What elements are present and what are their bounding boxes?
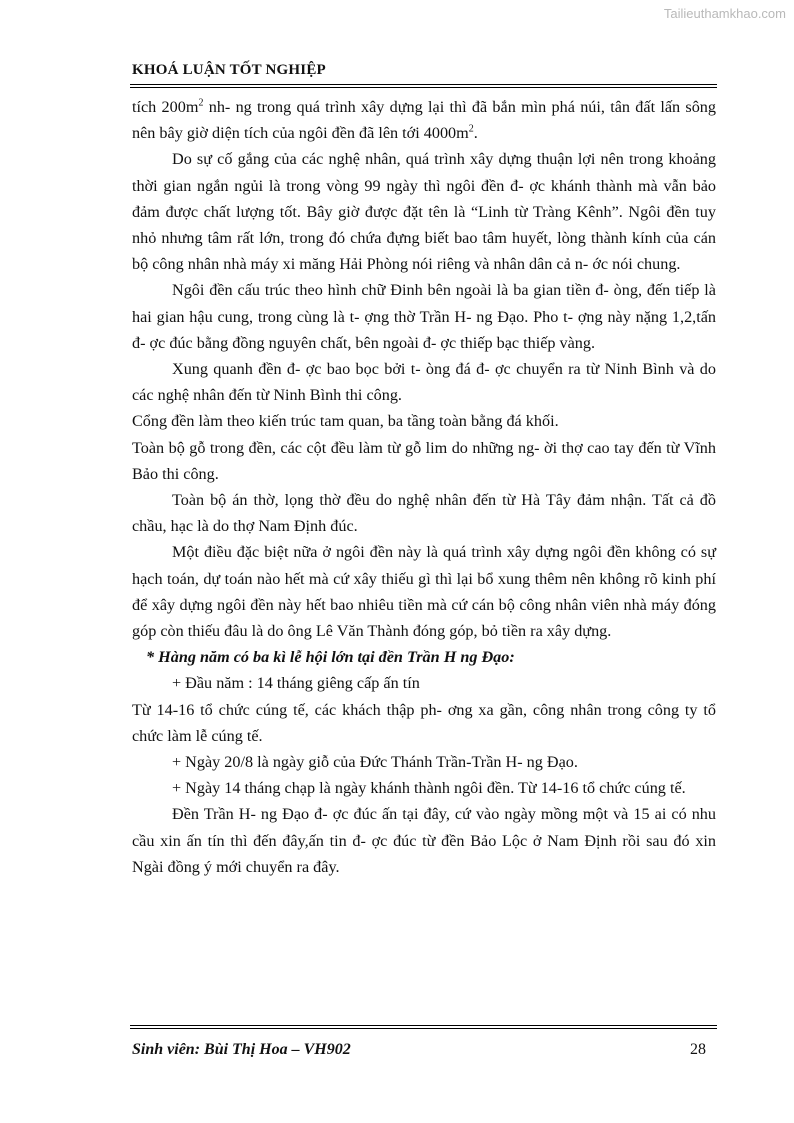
paragraph-13: Đền Trần H- ng Đạo đ- ợc đúc ấn tại đây, cứ vào ngày mồng một và 15 ai có nhu cầu xin ấn tín thì đến đây,ấn tin đ- ợc đúc từ đền Bảo Lộc ở Nam Định rồi sau đó xin Ngài đồng ý mới chuyển ra đây. (132, 805, 716, 876)
paragraph-9: + Đầu năm : 14 tháng giêng cấp ấn tín (172, 674, 420, 693)
paragraph-5: Cổng đền làm theo kiến trúc tam quan, ba tầng toàn bằng đá khối. (132, 412, 559, 431)
section-subheading: * Hàng năm có ba kì lễ hội lớn tại đền Trần H ng Đạo: (146, 648, 515, 667)
watermark: Tailieuthamkhao.com (663, 6, 786, 21)
header-rule-top (130, 84, 717, 85)
paragraph-4: Xung quanh đền đ- ợc bao bọc bởi t- òng đá đ- ợc chuyển ra từ Ninh Bình và do các nghệ nhân đến từ Ninh Bình thi công. (132, 360, 716, 405)
paragraph-6: Toàn bộ gỗ trong đền, các cột đều làm từ gỗ lim do những ng- ời thợ cao tay đến từ Vĩnh Bảo thi công. (132, 438, 716, 483)
page-header-title: KHOÁ LUẬN TỐT NGHIỆP (132, 62, 326, 78)
paragraph-7: Toàn bộ án thờ, lọng thờ đều do nghệ nhân đến từ Hà Tây đảm nhận. Tất cả đồ chầu, hạc là do thợ Nam Định đúc. (132, 491, 716, 536)
header-rule-bottom (130, 87, 717, 88)
document-body (132, 94, 716, 880)
page-number: 28 (690, 1041, 706, 1058)
paragraph-8: Một điều đặc biệt nữa ở ngôi đền này là quá trình xây dựng ngôi đền không có sự hạch toán, dự toán nào hết mà cứ xây thiếu gì thì lại bổ xung thêm nên không rõ kinh phí để xây dựng ngôi đền này hết bao nhiêu tiền mà cứ cán bộ công nhân viên nhà máy đóng góp còn thiếu đâu là do ông Lê Văn Thành đóng góp, bỏ tiền ra xây dựng. (132, 543, 716, 641)
paragraph-1: tích $200m^2$ nh- ng trong quá trình xây dựng lại thì đã bắn mìn phá núi, tân đất lấn sông nên bây giờ diện tích của ngôi đền đã lên tới $4000m^2$. (132, 97, 716, 143)
paragraph-12: + Ngày 14 tháng chạp là ngày khánh thành ngôi đền. Từ 14-16 tổ chức cúng tế. (172, 779, 686, 798)
paragraph-3: Ngôi đền cấu trúc theo hình chữ Đinh bên ngoài là ba gian tiền đ- òng, đến tiếp là hai gian hậu cung, trong cùng là t- ợng thờ Trần H- ng Đạo. Pho t- ợng này nặng 1,2,tấn đ- ợc đúc bằng đồng nguyên chất, bên ngoài đ- ợc thiếp bạc thiếp vàng. (132, 281, 716, 352)
footer-student-name: Sinh viên: Bùi Thị Hoa – VH902 (132, 1041, 351, 1058)
paragraph-10: Từ 14-16 tổ chức cúng tế, các khách thập ph- ơng xa gần, công nhân trong công ty tổ chức làm lễ cúng tế. (132, 700, 716, 745)
footer-rule-bottom (130, 1028, 717, 1029)
footer-rule-top (130, 1025, 717, 1026)
paragraph-11: + Ngày 20/8 là ngày giỗ của Đức Thánh Trần-Trần H- ng Đạo. (172, 753, 578, 772)
paragraph-2: Do sự cố gắng của các nghệ nhân, quá trình xây dựng thuận lợi nên trong khoảng thời gian ngắn ngủi là trong vòng 99 ngày thì ngôi đền đ- ợc khánh thành mà vẫn bảo đảm được chất lượng tốt. Bây giờ được đặt tên là “Linh từ Tràng Kênh”. Ngôi đền tuy nhỏ nhưng tâm rất lớn, trong đó chứa đựng biết bao tâm huyết, lòng thành kính của cán bộ công nhân nhà máy xi măng Hải Phòng nói riêng và nhân dân cả n- ớc nói chung. (132, 150, 716, 274)
